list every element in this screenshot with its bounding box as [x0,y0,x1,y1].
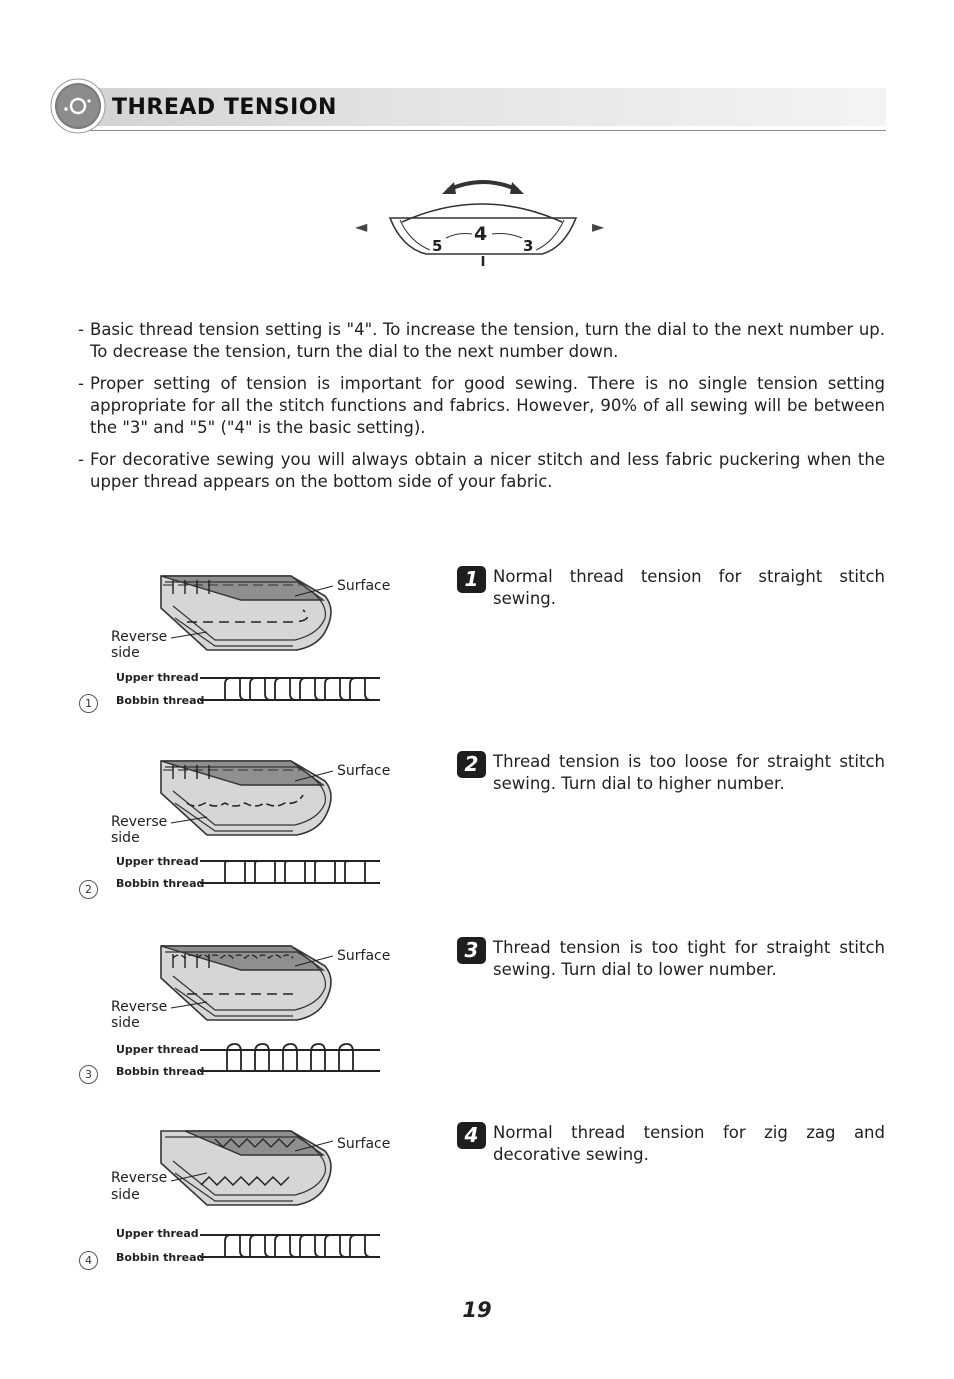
paragraph-text: Proper setting of tension is important for good sewing. There is no single tension setting appropriate for all the stitch functions and fabrics. However, 90% of all sewing will be between the "3" and "5" ("4" is the basic setting). [90,374,885,437]
step-number-badge: 4 [457,1122,486,1149]
step-description: Thread tension is too tight for straight stitch sewing. Turn dial to lower number. [493,938,885,979]
step-3 [457,937,885,981]
dial-left-arrow: ◄ [355,217,368,236]
dial-right-value: 3 [523,237,534,255]
reverse-label: Reverse [111,629,168,645]
fabric-diagram-2 [75,755,395,915]
step-2 [457,751,885,795]
bobbin-thread-label: Bobbin thread [116,877,205,890]
step-description: Normal thread tension for zig zag and decorative sewing. [493,1123,885,1164]
step-number-badge: 2 [457,751,486,778]
side-label: side [111,1015,140,1031]
paragraph-basic-setting [78,319,885,363]
dial-center-value: 4 [474,223,488,245]
diagram-number-circle: 2 [79,880,98,899]
surface-label: Surface [337,1136,391,1152]
paragraph-proper-setting [78,373,885,439]
bobbin-thread-label: Bobbin thread [116,694,205,707]
page-title: THREAD TENSION [112,95,337,120]
diagram-number-circle: 3 [79,1065,98,1084]
thread-tension-icon [50,78,106,134]
bullet-dash: - [78,320,84,339]
reverse-label: Reverse [111,1170,168,1186]
paragraph-text: Basic thread tension setting is "4". To increase the tension, turn the dial to the next number up. To decrease the tension, turn the dial to the next number down. [90,320,885,361]
header-underline [76,130,886,131]
surface-label: Surface [337,578,391,594]
fabric-diagram-1 [75,570,395,730]
step-description: Normal thread tension for straight stitch sewing. [493,567,885,608]
side-label: side [111,830,140,846]
step-description: Thread tension is too loose for straight stitch sewing. Turn dial to higher number. [493,752,885,793]
step-number-badge: 3 [457,937,486,964]
step-1 [457,566,885,610]
bullet-dash: - [78,374,84,393]
upper-thread-label: Upper thread [116,1227,199,1240]
surface-label: Surface [337,763,391,779]
page-number: 19 [462,1298,492,1322]
bobbin-thread-label: Bobbin thread [116,1065,205,1078]
side-label-text: side [111,645,140,661]
section-header [50,78,886,134]
reverse-label: Reverse [111,814,168,830]
tension-dial-illustration [350,172,615,272]
diagram-number-circle: 1 [79,694,98,713]
paragraph-decorative [78,449,885,493]
bobbin-thread-label: Bobbin thread [116,1251,205,1264]
bullet-dash: - [78,450,84,469]
dial-left-value: 5 [432,237,443,255]
upper-thread-label: Upper thread [116,1043,199,1056]
surface-label: Surface [337,948,391,964]
step-number-badge: 1 [457,566,486,593]
fabric-diagram-3 [75,940,395,1100]
fabric-diagram-4 [75,1125,395,1285]
diagram-number-circle: 4 [79,1251,98,1270]
reverse-label: Reverse [111,999,168,1015]
upper-thread-label: Upper thread [116,855,199,868]
upper-thread-label: Upper thread [116,671,199,684]
tension-dial-drawing [350,172,615,272]
side-label: side [111,1187,140,1203]
paragraph-text: For decorative sewing you will always obtain a nicer stitch and less fabric puckering when the upper thread appears on the bottom side of your fabric. [90,450,885,491]
step-4 [457,1122,885,1166]
dial-right-arrow: ► [592,217,605,236]
